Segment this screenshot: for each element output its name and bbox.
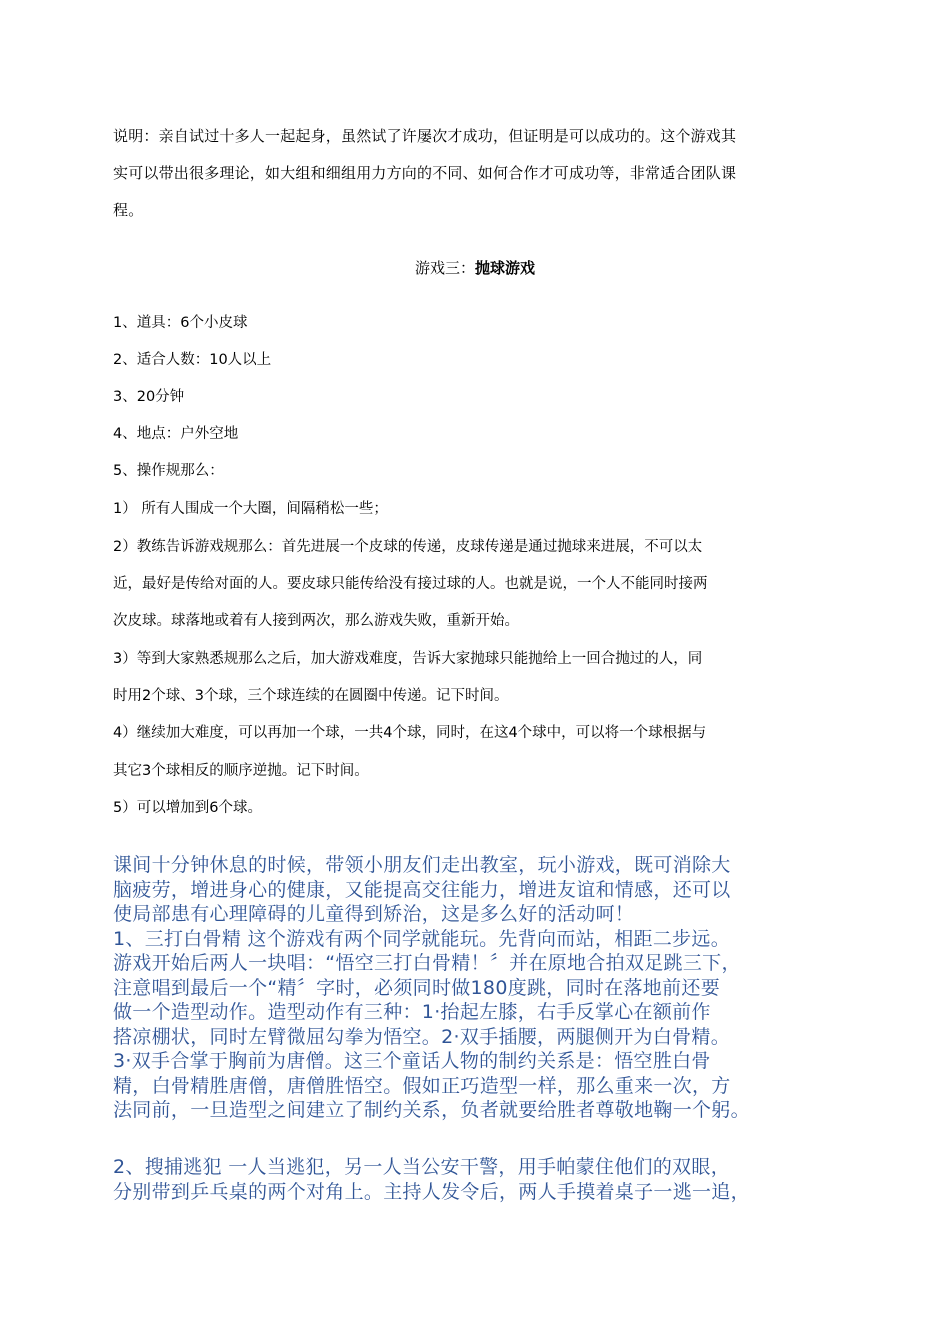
intro-line: 3·双手合掌于胸前为唐僧。这三个童话人物的制约关系是：悟空胜白骨	[113, 1050, 711, 1072]
game3-line: 4）继续加大难度，可以再加一个球，一共4个球，同时，在这4个球中，可以将一个球根据与	[113, 725, 707, 741]
game3-line: 次皮球。球落地或着有人接到两次，那么游戏失败，重新开始。	[113, 613, 519, 629]
game3-line: 5、操作规那么：	[113, 463, 224, 479]
intro-line: 脑疲劳，增进身心的健康，又能提高交往能力，增进友谊和情感，还可以	[113, 878, 731, 901]
game3-line: 1、道具：6个小皮球	[113, 315, 248, 331]
game3-title-prefix: 游戏三：	[414, 259, 475, 277]
intro-line: 注意唱到最后一个“精〞字时，必须同时做180度跳，同时在落地前还要	[113, 976, 721, 999]
intro-line: 1、三打白骨精 这个游戏有两个同学就能玩。先背向而站，相距二步远。	[113, 927, 731, 950]
game3-line: 3、20分钟	[113, 389, 185, 405]
note-line: 程。	[113, 201, 144, 219]
game-catch-line: 分别带到乒乓桌的两个对角上。主持人发令后，两人手摸着桌子一逃一追，	[113, 1180, 750, 1203]
intro-line: 使局部患有心理障碍的儿童得到矫治，这是多么好的活动呵！	[113, 903, 635, 925]
note-paragraph	[113, 118, 813, 229]
game3-line: 时用2个球、3个球，三个球连续的在圆圈中传递。记下时间。	[113, 688, 509, 704]
note-line: 说明：亲自试过十多人一起起身，虽然试了许屡次才成功，但证明是可以成功的。这个游戏其	[113, 127, 737, 145]
intro-line: 课间十分钟休息的时候，带领小朋友们走出教室，玩小游戏，既可消除大	[113, 854, 731, 876]
game3-line: 2、适合人数：10人以上	[113, 352, 272, 368]
game3-title-name: 抛球游戏	[475, 259, 536, 277]
game3-line: 其它3个球相反的顺序逆抛。记下时间。	[113, 763, 369, 779]
intro-line: 搭凉棚状，同时左臂微屈勾拳为悟空。2·双手插腰，两腿侧开为白骨精。	[113, 1025, 731, 1048]
game3-line: 3）等到大家熟悉规那么之后，加大游戏难度，告诉大家抛球只能抛给上一回合抛过的人，同	[113, 651, 703, 667]
intro-line: 精，白骨精胜唐僧，唐僧胜悟空。假如正巧造型一样，那么重来一次，方	[113, 1074, 731, 1097]
intro-section	[113, 853, 823, 1123]
game3-line: 5）可以增加到6个球。	[113, 800, 262, 816]
game3-line: 近，最好是传给对面的人。要皮球只能传给没有接过球的人。也就是说，一个人不能同时接两	[113, 576, 708, 592]
game3-title	[0, 256, 950, 280]
intro-line: 游戏开始后两人一块唱：“悟空三打白骨精！〞并在原地合拍双足跳三下，	[113, 952, 741, 974]
game-catch-line: 2、搜捕逃犯 一人当逃犯，另一人当公安干警，用手帕蒙住他们的双眼，	[113, 1156, 731, 1178]
intro-line: 做一个造型动作。造型动作有三种：1·抬起左膝，右手反掌心在额前作	[113, 1001, 711, 1023]
game-catch-section	[113, 1155, 823, 1204]
note-line: 实可以带出很多理论，如大组和细组用力方向的不同、如何合作才可成功等，非常适合团队课	[113, 164, 737, 182]
intro-line: 法同前，一旦造型之间建立了制约关系，负者就要给胜者尊敬地鞠一个躬。	[113, 1099, 750, 1121]
game3-line: 1） 所有人围成一个大圈，间隔稍松一些；	[113, 501, 388, 517]
game3-line: 2）教练告诉游戏规那么：首先进展一个皮球的传递，皮球传递是通过抛球来进展，不可以太	[113, 539, 703, 555]
game3-line: 4、地点：户外空地	[113, 426, 239, 442]
